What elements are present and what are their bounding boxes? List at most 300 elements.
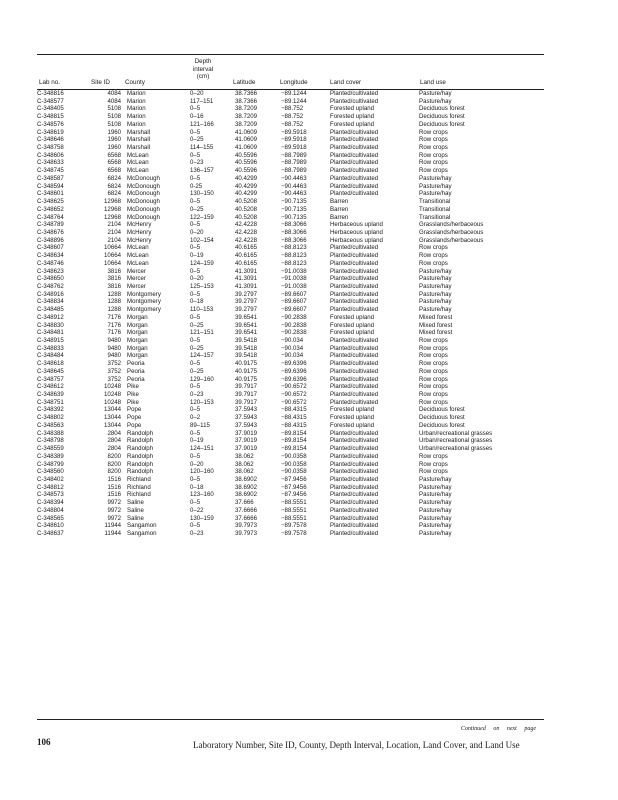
cell-land-use: Row crops	[419, 259, 448, 267]
data-table	[37, 90, 544, 538]
cell-county: McLean	[127, 244, 149, 252]
cell-lab-no: C-348612	[37, 383, 64, 391]
cell-lab-no: C-348623	[37, 267, 64, 275]
cell-depth: 0–5	[190, 475, 201, 483]
cell-land-cover: Planted/cultivated	[330, 514, 379, 522]
cell-county: Morgan	[127, 313, 148, 321]
cell-land-use: Row crops	[419, 360, 448, 368]
cell-longitude: −91.0038	[281, 282, 307, 290]
cell-site-id: 2804	[107, 429, 121, 437]
table-row	[37, 461, 544, 469]
cell-county: McDonough	[127, 190, 160, 198]
cell-lab-no: C-348601	[37, 190, 64, 198]
cell-land-use: Pasture/hay	[419, 275, 452, 283]
cell-site-id: 9480	[107, 337, 121, 344]
cell-site-id: 6824	[107, 182, 121, 190]
cell-depth: 102–154	[190, 236, 214, 244]
cell-latitude: 42.4228	[235, 236, 258, 244]
table-row	[37, 183, 544, 191]
cell-land-use: Row crops	[419, 375, 448, 383]
table-row	[37, 491, 544, 499]
cell-longitude: −90.2838	[281, 313, 307, 321]
cell-lab-no: C-348405	[37, 105, 64, 113]
cell-lab-no: C-348392	[37, 406, 64, 414]
cell-depth: 0–5	[190, 452, 201, 460]
cell-longitude: −89.7578	[281, 522, 307, 530]
cell-latitude: 39.6541	[235, 313, 258, 321]
cell-longitude: −89.6607	[281, 298, 307, 306]
cell-land-use: Row crops	[419, 344, 448, 352]
cell-longitude: −88.8123	[281, 259, 307, 267]
cell-land-use: Urban/recreational grasses	[419, 437, 493, 445]
header-lab-no: Lab no.	[39, 79, 61, 86]
cell-land-cover: Planted/cultivated	[330, 452, 379, 460]
cell-county: Randolph	[127, 437, 154, 445]
cell-latitude: 40.5596	[235, 151, 258, 159]
cell-longitude: −88.4315	[281, 406, 307, 414]
cell-land-cover: Forested upland	[330, 120, 375, 128]
table-row	[37, 90, 544, 98]
table-row	[37, 437, 544, 445]
cell-longitude: −88.3066	[281, 236, 307, 244]
cell-depth: 0–5	[190, 313, 201, 321]
cell-land-use: Row crops	[419, 383, 448, 391]
cell-site-id: 8200	[107, 452, 121, 460]
cell-latitude: 37.6666	[235, 514, 258, 522]
cell-land-cover: Planted/cultivated	[330, 367, 379, 375]
table-row	[37, 329, 544, 337]
cell-latitude: 40.4299	[235, 174, 258, 182]
cell-lab-no: C-348402	[37, 475, 64, 483]
cell-depth: 0–25	[190, 321, 204, 329]
cell-lab-no: C-348799	[37, 460, 64, 468]
cell-land-cover: Planted/cultivated	[330, 90, 379, 97]
cell-longitude: −88.5551	[281, 506, 307, 514]
cell-land-cover: Planted/cultivated	[330, 290, 379, 298]
cell-lab-no: C-348634	[37, 252, 64, 260]
cell-lab-no: C-348912	[37, 313, 64, 321]
cell-lab-no: C-348565	[37, 514, 64, 522]
cell-latitude: 41.0609	[235, 144, 258, 152]
cell-land-use: Pasture/hay	[419, 174, 452, 182]
cell-land-cover: Planted/cultivated	[330, 282, 379, 290]
cell-longitude: −89.6607	[281, 306, 307, 314]
cell-land-cover: Planted/cultivated	[330, 445, 379, 453]
table-row	[37, 252, 544, 260]
cell-site-id: 1288	[107, 306, 121, 314]
cell-longitude: −90.6572	[281, 383, 307, 391]
cell-longitude: −90.0358	[281, 460, 307, 468]
cell-land-use: Pasture/hay	[419, 475, 452, 483]
cell-depth: 0–23	[190, 529, 204, 537]
cell-lab-no: C-348394	[37, 499, 64, 507]
cell-land-cover: Planted/cultivated	[330, 244, 379, 252]
cell-depth: 0–5	[190, 406, 201, 414]
cell-site-id: 1960	[107, 136, 121, 144]
cell-longitude: −88.4315	[281, 421, 307, 429]
cell-land-use: Urban/recreational grasses	[419, 429, 493, 437]
cell-county: Saline	[127, 514, 144, 522]
cell-depth: 129–160	[190, 375, 214, 383]
cell-land-use: Pasture/hay	[419, 298, 452, 306]
cell-depth: 0–5	[190, 290, 201, 298]
cell-county: McLean	[127, 167, 149, 175]
cell-land-use: Deciduous forest	[419, 421, 465, 429]
cell-lab-no: C-348625	[37, 198, 64, 206]
cell-site-id: 13044	[104, 406, 121, 414]
table-row	[37, 206, 544, 214]
cell-land-cover: Herbaceous upland	[330, 236, 383, 244]
cell-land-use: Row crops	[419, 151, 448, 159]
cell-depth: 120–153	[190, 398, 214, 406]
table-row	[37, 499, 544, 507]
cell-longitude: −88.7989	[281, 151, 307, 159]
cell-depth: 121–166	[190, 120, 214, 128]
cell-longitude: −90.034	[281, 337, 304, 344]
cell-latitude: 39.2797	[235, 306, 258, 314]
cell-land-cover: Planted/cultivated	[330, 460, 379, 468]
cell-county: Mercer	[127, 282, 146, 290]
cell-land-cover: Planted/cultivated	[330, 375, 379, 383]
cell-land-use: Row crops	[419, 167, 448, 175]
table-row	[37, 391, 544, 399]
cell-land-cover: Forested upland	[330, 113, 375, 121]
header-land-cover: Land cover	[330, 79, 362, 86]
cell-county: Montgomery	[127, 298, 161, 306]
cell-latitude: 37.5943	[235, 406, 258, 414]
cell-land-cover: Planted/cultivated	[330, 337, 379, 344]
cell-depth: 0–20	[190, 228, 204, 236]
cell-depth: 120–160	[190, 468, 214, 476]
table-row	[37, 268, 544, 276]
data-table-body	[37, 90, 544, 538]
cell-land-cover: Planted/cultivated	[330, 506, 379, 514]
cell-land-cover: Planted/cultivated	[330, 522, 379, 530]
cell-land-use: Grasslands/herbaceous	[419, 221, 484, 229]
table-row	[37, 136, 544, 144]
cell-latitude: 40.5596	[235, 167, 258, 175]
cell-lab-no: C-348619	[37, 128, 64, 136]
cell-county: Pope	[127, 414, 142, 422]
cell-county: Mercer	[127, 267, 146, 275]
cell-site-id: 7176	[107, 321, 121, 329]
table-row	[37, 376, 544, 384]
cell-depth: 0–5	[190, 522, 201, 530]
cell-longitude: −90.034	[281, 344, 304, 352]
cell-land-cover: Forested upland	[330, 406, 375, 414]
cell-county: McHenry	[127, 221, 152, 229]
cell-county: Saline	[127, 506, 144, 514]
cell-lab-no: C-348587	[37, 174, 64, 182]
cell-depth: 0–18	[190, 298, 204, 306]
cell-land-cover: Planted/cultivated	[330, 298, 379, 306]
cell-latitude: 38.7209	[235, 120, 258, 128]
cell-latitude: 39.7973	[235, 522, 258, 530]
cell-latitude: 39.7973	[235, 529, 258, 537]
cell-land-use: Urban/recreational grasses	[419, 445, 493, 453]
cell-depth: 130–150	[190, 190, 214, 198]
cell-latitude: 38.7209	[235, 113, 258, 121]
cell-site-id: 10248	[104, 383, 121, 391]
cell-depth: 0–20	[190, 275, 204, 283]
cell-county: Marion	[127, 90, 146, 97]
cell-latitude: 39.6541	[235, 329, 258, 337]
cell-site-id: 4084	[107, 90, 121, 97]
cell-depth: 130–159	[190, 514, 214, 522]
cell-site-id: 11944	[104, 522, 121, 530]
cell-latitude: 41.0609	[235, 136, 258, 144]
cell-latitude: 40.9175	[235, 360, 258, 368]
cell-latitude: 40.9175	[235, 367, 258, 375]
cell-site-id: 8200	[107, 468, 121, 476]
cell-latitude: 39.7917	[235, 398, 258, 406]
cell-latitude: 37.9019	[235, 429, 258, 437]
cell-land-cover: Planted/cultivated	[330, 352, 379, 360]
cell-land-cover: Planted/cultivated	[330, 252, 379, 260]
cell-land-cover: Planted/cultivated	[330, 306, 379, 314]
cell-depth: 0–25	[190, 367, 204, 375]
table-row	[37, 167, 544, 175]
cell-land-cover: Planted/cultivated	[330, 97, 379, 105]
cell-site-id: 1516	[107, 483, 121, 491]
cell-site-id: 3752	[107, 375, 121, 383]
cell-longitude: −90.0358	[281, 452, 307, 460]
cell-county: Montgomery	[127, 306, 161, 314]
cell-land-cover: Planted/cultivated	[330, 383, 379, 391]
table-row	[37, 221, 544, 229]
cell-land-cover: Herbaceous upland	[330, 221, 383, 229]
cell-site-id: 13044	[104, 421, 121, 429]
cell-depth: 0–23	[190, 159, 204, 167]
cell-depth: 0–5	[190, 244, 201, 252]
cell-latitude: 38.062	[235, 452, 254, 460]
cell-longitude: −90.4463	[281, 190, 307, 198]
cell-latitude: 39.5418	[235, 352, 258, 360]
cell-depth: 0–5	[190, 151, 201, 159]
cell-site-id: 11944	[104, 529, 121, 537]
cell-lab-no: C-348830	[37, 321, 64, 329]
cell-lab-no: C-348560	[37, 468, 64, 476]
cell-lab-no: C-348559	[37, 445, 64, 453]
cell-site-id: 3752	[107, 367, 121, 375]
cell-lab-no: C-348815	[37, 113, 64, 121]
cell-longitude: −89.5918	[281, 136, 307, 144]
cell-land-cover: Planted/cultivated	[330, 468, 379, 476]
cell-longitude: −88.3066	[281, 228, 307, 236]
cell-site-id: 6568	[107, 159, 121, 167]
table-row	[37, 175, 544, 183]
cell-land-use: Pasture/hay	[419, 483, 452, 491]
cell-county: Pope	[127, 406, 142, 414]
cell-county: Marshall	[127, 144, 151, 152]
cell-land-use: Pasture/hay	[419, 491, 452, 499]
cell-county: Richland	[127, 475, 151, 483]
cell-land-use: Row crops	[419, 468, 448, 476]
cell-lab-no: C-348606	[37, 151, 64, 159]
header-latitude: Latitude	[233, 79, 256, 86]
cell-depth: 0–20	[190, 90, 204, 97]
header-depth-interval	[191, 58, 215, 81]
table-row	[37, 476, 544, 484]
cell-latitude: 39.5418	[235, 344, 258, 352]
cell-latitude: 41.0609	[235, 128, 258, 136]
cell-longitude: −89.8154	[281, 437, 307, 445]
table-row	[37, 298, 544, 306]
cell-site-id: 3816	[107, 267, 121, 275]
table-row	[37, 399, 544, 407]
table-top-rule	[37, 54, 544, 55]
cell-latitude: 41.3091	[235, 275, 258, 283]
table-row	[37, 337, 544, 345]
cell-land-use: Row crops	[419, 352, 448, 360]
cell-county: Randolph	[127, 452, 154, 460]
cell-land-use: Transitional	[419, 205, 451, 213]
cell-lab-no: C-348645	[37, 367, 64, 375]
cell-county: Sangamon	[127, 522, 157, 530]
cell-lab-no: C-348764	[37, 213, 64, 221]
cell-longitude: −88.5551	[281, 499, 307, 507]
cell-county: Saline	[127, 499, 144, 507]
table-row	[37, 345, 544, 353]
cell-land-cover: Barren	[330, 205, 349, 213]
cell-longitude: −90.4463	[281, 174, 307, 182]
footer-caption: Laboratory Number, Site ID, County, Depth Interval, Location, Land Cover, and Land Use	[193, 740, 520, 750]
cell-site-id: 9480	[107, 352, 121, 360]
table-row	[37, 129, 544, 137]
table-row	[37, 422, 544, 430]
cell-county: Morgan	[127, 329, 148, 337]
cell-site-id: 8200	[107, 460, 121, 468]
cell-land-use: Pasture/hay	[419, 529, 452, 537]
cell-county: McDonough	[127, 213, 160, 221]
cell-land-use: Pasture/hay	[419, 182, 452, 190]
cell-longitude: −90.6572	[281, 391, 307, 399]
cell-county: McHenry	[127, 236, 152, 244]
cell-land-cover: Planted/cultivated	[330, 360, 379, 368]
cell-land-use: Pasture/hay	[419, 306, 452, 314]
header-depth-line3: (cm)	[196, 73, 210, 81]
cell-lab-no: C-348802	[37, 414, 64, 422]
cell-longitude: −90.034	[281, 352, 304, 360]
cell-land-use: Pasture/hay	[419, 290, 452, 298]
table-row	[37, 98, 544, 106]
cell-land-use: Row crops	[419, 136, 448, 144]
cell-depth: 0–19	[190, 437, 204, 445]
cell-land-cover: Planted/cultivated	[330, 159, 379, 167]
cell-land-use: Pasture/hay	[419, 282, 452, 290]
table-row	[37, 291, 544, 299]
cell-longitude: −88.7989	[281, 167, 307, 175]
cell-lab-no: C-348646	[37, 136, 64, 144]
cell-latitude: 40.6165	[235, 259, 258, 267]
cell-land-cover: Planted/cultivated	[330, 259, 379, 267]
cell-depth: 0–23	[190, 391, 204, 399]
cell-county: McDonough	[127, 174, 160, 182]
cell-site-id: 10248	[104, 398, 121, 406]
cell-latitude: 39.2797	[235, 290, 258, 298]
cell-longitude: −88.4315	[281, 414, 307, 422]
cell-site-id: 5108	[107, 120, 121, 128]
continued-note: Continued on next page	[460, 726, 536, 732]
cell-depth: 0–5	[190, 429, 201, 437]
table-row	[37, 105, 544, 113]
cell-site-id: 12968	[104, 198, 121, 206]
cell-county: Randolph	[127, 460, 154, 468]
cell-lab-no: C-348833	[37, 344, 64, 352]
cell-site-id: 4084	[107, 97, 121, 105]
cell-depth: 124–151	[190, 445, 214, 453]
cell-county: Morgan	[127, 344, 148, 352]
cell-longitude: −88.752	[281, 120, 304, 128]
cell-lab-no: C-348762	[37, 282, 64, 290]
cell-land-use: Pasture/hay	[419, 506, 452, 514]
cell-longitude: −89.5918	[281, 144, 307, 152]
cell-longitude: −90.7135	[281, 198, 307, 206]
cell-lab-no: C-348915	[37, 337, 64, 344]
cell-site-id: 10664	[104, 259, 121, 267]
cell-latitude: 40.6165	[235, 244, 258, 252]
table-row	[37, 414, 544, 422]
cell-depth: 0–25	[190, 136, 204, 144]
cell-depth: 122–159	[190, 213, 214, 221]
cell-lab-no: C-348751	[37, 398, 64, 406]
cell-land-cover: Planted/cultivated	[330, 475, 379, 483]
table-row	[37, 515, 544, 523]
cell-site-id: 10664	[104, 244, 121, 252]
table-row	[37, 121, 544, 129]
cell-land-use: Row crops	[419, 367, 448, 375]
header-land-use: Land use	[420, 79, 446, 86]
cell-lab-no: C-348757	[37, 375, 64, 383]
cell-latitude: 40.5208	[235, 205, 258, 213]
cell-land-use: Transitional	[419, 198, 451, 206]
cell-depth: 110–153	[190, 306, 214, 314]
table-row	[37, 352, 544, 360]
cell-land-use: Deciduous forest	[419, 120, 465, 128]
cell-site-id: 13044	[104, 414, 121, 422]
cell-county: Peoria	[127, 360, 145, 368]
cell-latitude: 40.5208	[235, 198, 258, 206]
table-row	[37, 484, 544, 492]
table-row	[37, 229, 544, 237]
cell-site-id: 2104	[107, 236, 121, 244]
cell-lab-no: C-348637	[37, 529, 64, 537]
table-row	[37, 430, 544, 438]
cell-land-cover: Forested upland	[330, 105, 375, 113]
cell-land-cover: Planted/cultivated	[330, 267, 379, 275]
cell-site-id: 6568	[107, 167, 121, 175]
cell-site-id: 1960	[107, 128, 121, 136]
cell-latitude: 38.6902	[235, 475, 258, 483]
header-depth-line2: interval	[192, 65, 214, 73]
cell-lab-no: C-348745	[37, 167, 64, 175]
cell-longitude: −90.7135	[281, 213, 307, 221]
cell-land-use: Grasslands/herbaceous	[419, 236, 484, 244]
cell-lab-no: C-348676	[37, 228, 64, 236]
table-row	[37, 383, 544, 391]
cell-depth: 0–5	[190, 221, 201, 229]
cell-land-cover: Planted/cultivated	[330, 275, 379, 283]
cell-county: Marion	[127, 113, 146, 121]
cell-land-use: Pasture/hay	[419, 514, 452, 522]
cell-county: Marion	[127, 120, 146, 128]
table-row	[37, 275, 544, 283]
cell-county: McDonough	[127, 198, 160, 206]
cell-land-cover: Planted/cultivated	[330, 182, 379, 190]
cell-site-id: 1516	[107, 475, 121, 483]
cell-lab-no: C-348746	[37, 259, 64, 267]
cell-site-id: 2804	[107, 445, 121, 453]
